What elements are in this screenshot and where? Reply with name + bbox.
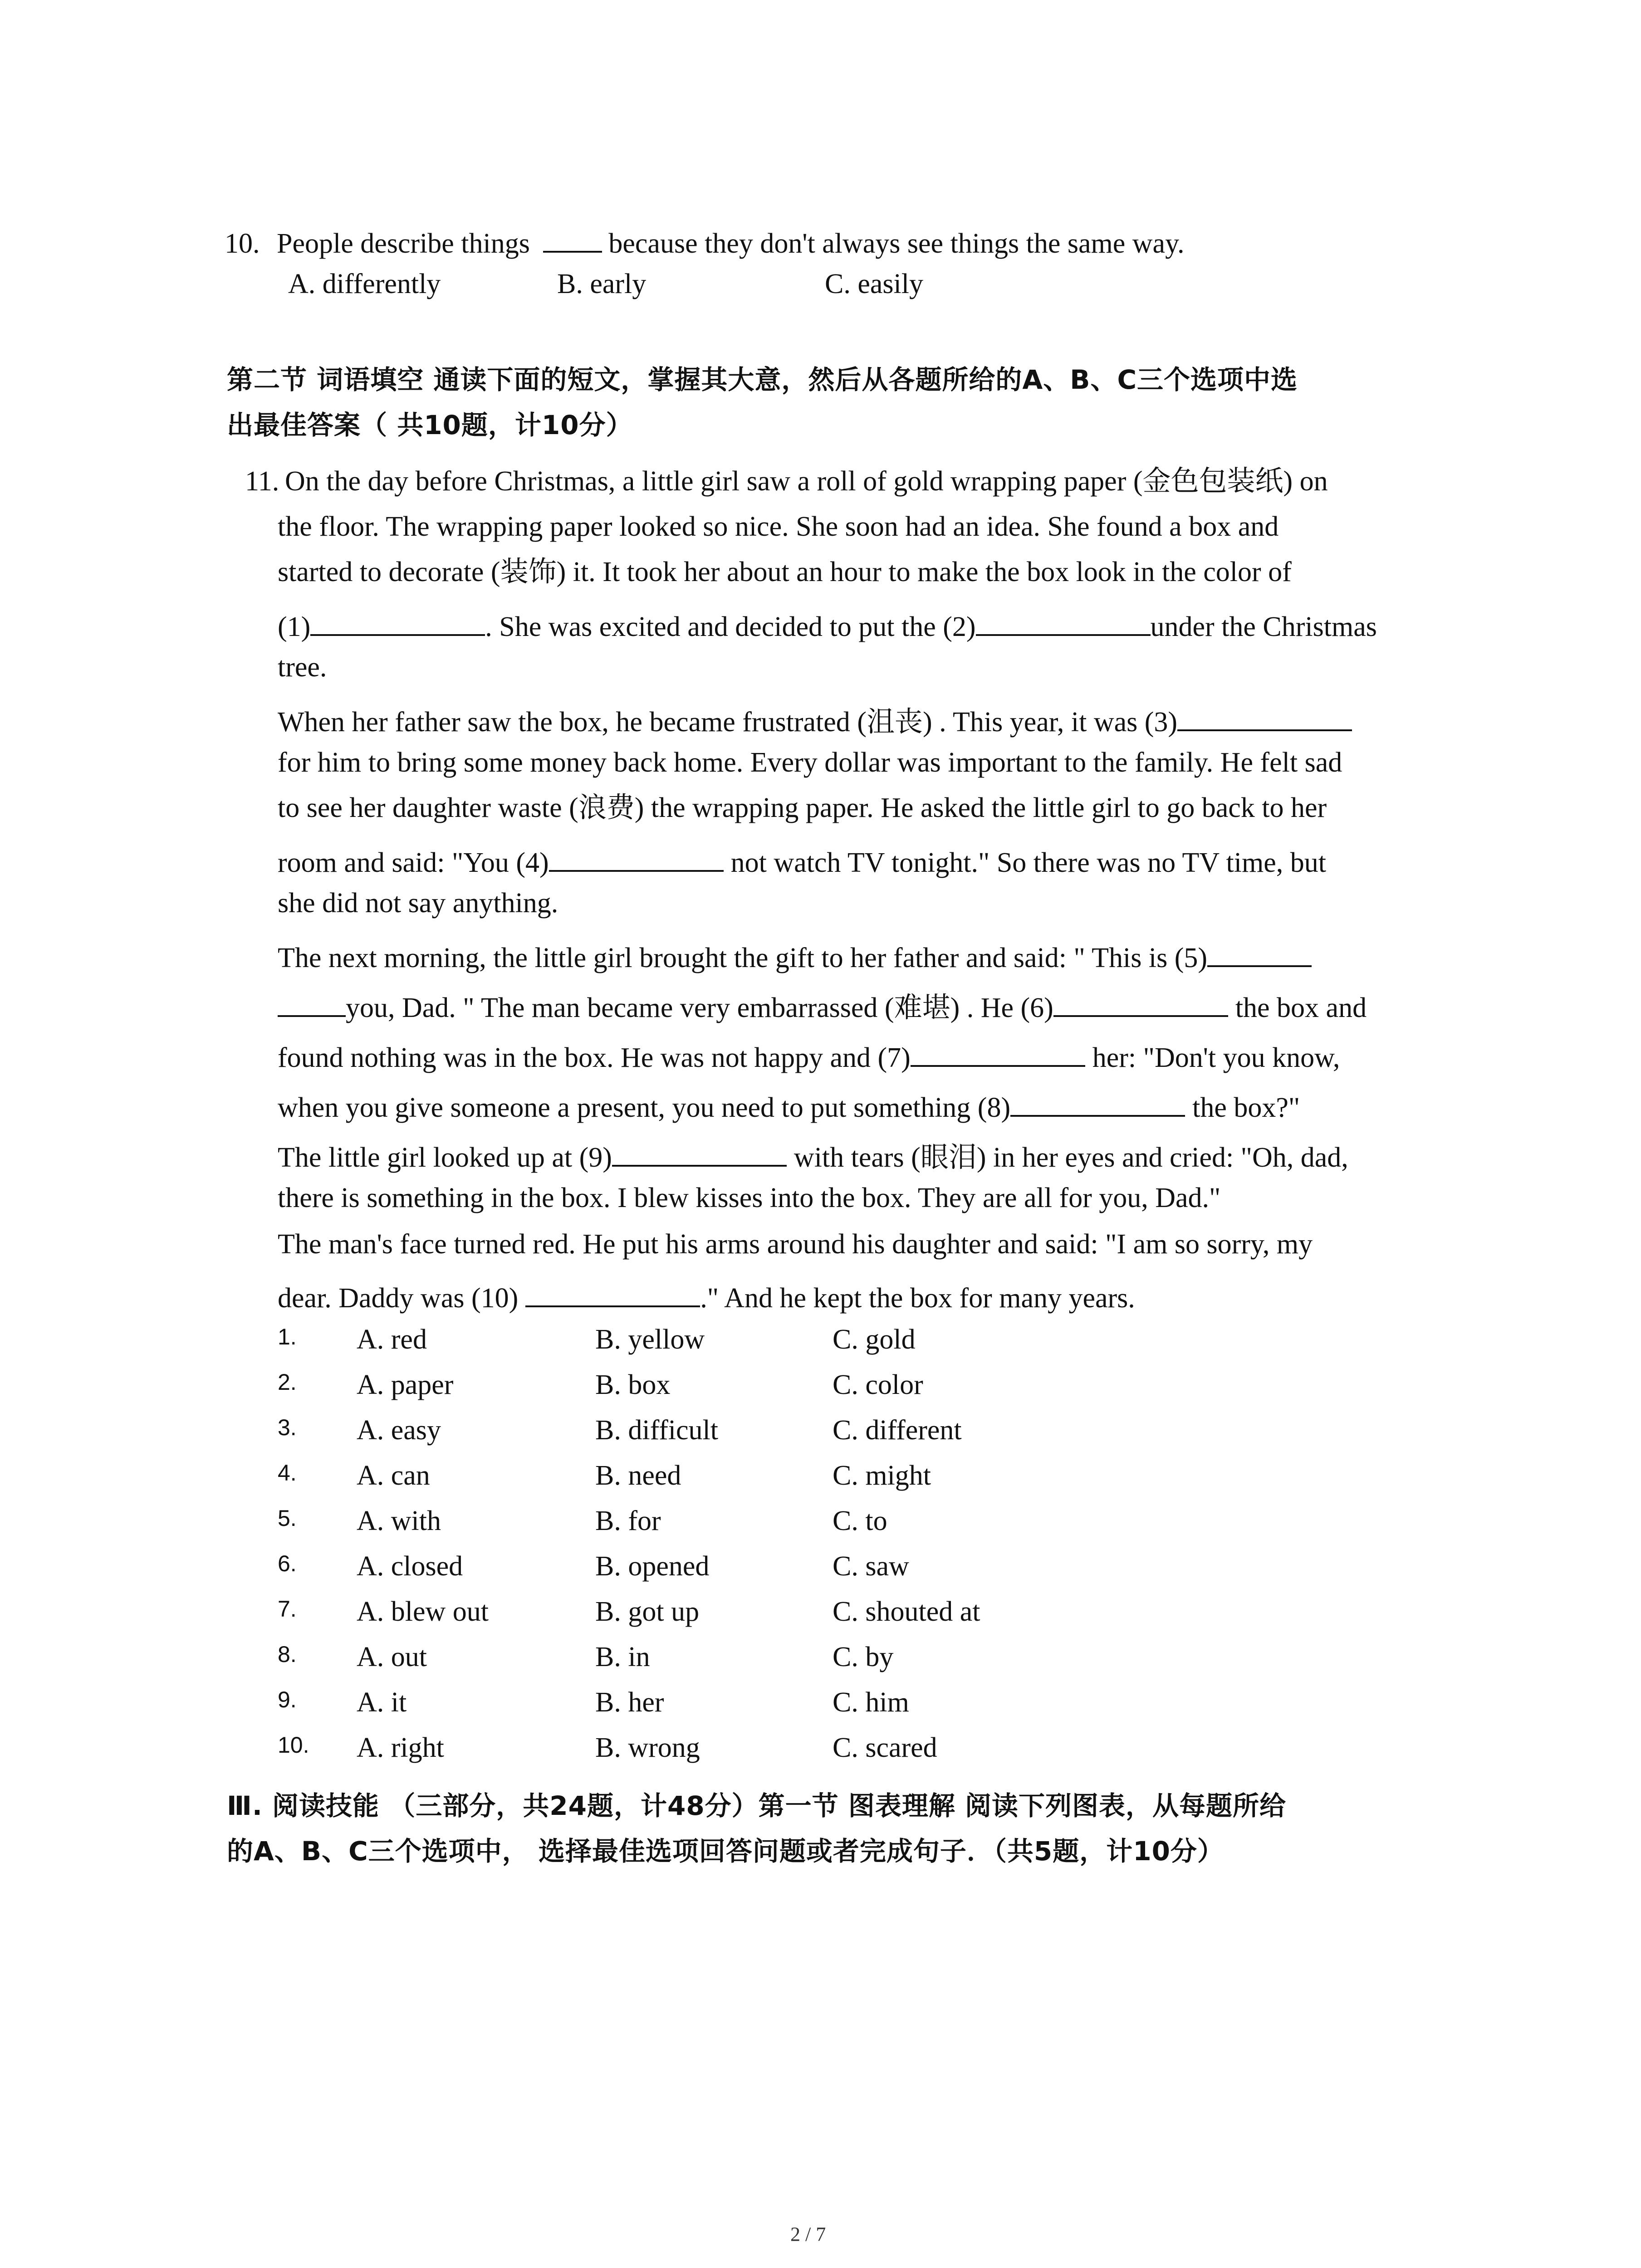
passage-line-7: for him to bring some money back home. Every dollar was important to the family. He felt sad (278, 747, 1342, 778)
passage-line-4 (278, 608, 1377, 641)
passage-line-10: she did not say anything. (278, 888, 558, 919)
passage-line-8: to see her daughter waste (浪费) the wrapping paper. He asked the little girl to go back to her (278, 792, 1327, 823)
passage-text: with tears (眼泪) in her eyes and cried: "Oh, dad, (794, 1142, 1348, 1173)
blank-5b[interactable] (278, 989, 346, 1017)
option-c[interactable]: C. by (833, 1642, 894, 1672)
blank-5a[interactable] (1207, 939, 1312, 967)
passage-line-13 (278, 1039, 1340, 1072)
blank-8[interactable] (1010, 1089, 1185, 1117)
passage-text: When her father saw the box, he became frustrated (沮丧) . This year, it was (3) (278, 707, 1178, 738)
option-b[interactable]: B. her (595, 1687, 664, 1718)
passage-line-5: tree. (278, 652, 327, 683)
option-number: 9. (278, 1687, 297, 1712)
passage-text: The next morning, the little girl brought the gift to her father and said: " This is (5) (278, 943, 1208, 973)
blank-1-label: (1) (278, 611, 311, 642)
option-a[interactable]: A. closed (357, 1551, 463, 1582)
passage-line-6 (278, 703, 1352, 736)
section3-heading-line1: Ⅲ. 阅读技能 （三部分，共24题，计48分）第一节 图表理解 阅读下列图表，从每题所给 (227, 1790, 1287, 1821)
passage-text: . She was excited and decided to put the (2) (485, 611, 976, 642)
section2-heading-line2: 出最佳答案（ 共10题，计10分） (227, 410, 633, 440)
passage-text: the box?" (1192, 1092, 1300, 1123)
option-a[interactable]: A. with (357, 1505, 441, 1536)
option-number: 10. (278, 1732, 309, 1758)
q10-number: 10. (225, 228, 260, 259)
passage-line-9 (278, 844, 1326, 877)
q10-option-a[interactable]: A. differently (288, 269, 441, 299)
blank-2[interactable] (976, 608, 1151, 636)
passage-text: room and said: "You (4) (278, 847, 549, 878)
option-number: 7. (278, 1596, 297, 1622)
passage-text: dear. Daddy was (10) (278, 1283, 519, 1314)
blank-1[interactable] (310, 608, 485, 636)
blank-3[interactable] (1177, 703, 1352, 731)
section3-heading-line2: 的A、B、C三个选项中， 选择最佳选项回答问题或者完成句子．（共5题，计10分） (227, 1836, 1224, 1867)
option-c[interactable]: C. color (833, 1369, 923, 1400)
option-a[interactable]: A. can (357, 1460, 430, 1491)
option-a[interactable]: A. blew out (357, 1596, 489, 1627)
passage-text: you, Dad. " The man became very embarrassed (难堪) . He (6) (346, 992, 1053, 1023)
q11-number: 11. (245, 466, 279, 497)
option-b[interactable]: B. in (595, 1642, 650, 1672)
option-a[interactable]: A. paper (357, 1369, 454, 1400)
option-c[interactable]: C. to (833, 1505, 887, 1536)
q10-line (225, 225, 1185, 258)
option-b[interactable]: B. opened (595, 1551, 710, 1582)
blank-6[interactable] (1053, 989, 1228, 1017)
passage-text: ." And he kept the box for many years. (700, 1283, 1135, 1314)
option-c[interactable]: C. shouted at (833, 1596, 980, 1627)
option-number: 5. (278, 1505, 297, 1531)
option-c[interactable]: C. gold (833, 1324, 916, 1355)
option-c[interactable]: C. might (833, 1460, 931, 1491)
passage-text: The little girl looked up at (9) (278, 1142, 612, 1173)
blank-7[interactable] (911, 1039, 1085, 1067)
section2-heading-line1: 第二节 词语填空 通读下面的短文，掌握其大意，然后从各题所给的A、B、C三个选项中选 (227, 364, 1298, 395)
passage-line-15 (278, 1139, 1348, 1172)
option-number: 3. (278, 1415, 297, 1440)
passage-line-14 (278, 1089, 1300, 1122)
option-number: 1. (278, 1324, 297, 1349)
passage-line-3: started to decorate (装饰) it. It took her about an hour to make the box look in the color of (278, 557, 1292, 587)
option-c[interactable]: C. different (833, 1415, 962, 1446)
q10-option-c[interactable]: C. easily (825, 269, 923, 299)
option-a[interactable]: A. red (357, 1324, 427, 1355)
passage-text: the box and (1235, 992, 1367, 1023)
passage-line-17: The man's face turned red. He put his arms around his daughter and said: "I am so sorry, my (278, 1229, 1313, 1260)
passage-text: found nothing was in the box. He was not happy and (7) (278, 1042, 911, 1073)
option-b[interactable]: B. yellow (595, 1324, 705, 1355)
option-number: 6. (278, 1551, 297, 1576)
blank-4[interactable] (549, 844, 724, 872)
blank-10[interactable] (525, 1279, 700, 1307)
option-b[interactable]: B. for (595, 1505, 661, 1536)
passage-line-11 (278, 939, 1312, 972)
passage-line-2: the floor. The wrapping paper looked so nice. She soon had an idea. She found a box and (278, 511, 1279, 542)
option-a[interactable]: A. right (357, 1732, 444, 1763)
option-a[interactable]: A. easy (357, 1415, 441, 1446)
blank-9[interactable] (612, 1139, 787, 1167)
passage-text: not watch TV tonight." So there was no TV time, but (730, 847, 1326, 878)
q10-text-before: People describe things (277, 228, 530, 259)
option-b[interactable]: B. difficult (595, 1415, 718, 1446)
option-b[interactable]: B. wrong (595, 1732, 700, 1763)
passage-line-12 (278, 989, 1367, 1022)
option-b[interactable]: B. need (595, 1460, 681, 1491)
option-c[interactable]: C. him (833, 1687, 909, 1718)
passage-line-16: there is something in the box. I blew kisses into the box. They are all for you, Dad." (278, 1183, 1221, 1213)
passage-line-1: On the day before Christmas, a little girl saw a roll of gold wrapping paper (金色包装纸) on (285, 466, 1328, 497)
q10-option-b[interactable]: B. early (557, 269, 647, 299)
option-c[interactable]: C. scared (833, 1732, 937, 1763)
option-a[interactable]: A. out (357, 1642, 427, 1672)
page-number: 2 / 7 (790, 2223, 826, 2245)
option-number: 4. (278, 1460, 297, 1486)
option-a[interactable]: A. it (357, 1687, 407, 1718)
q10-blank[interactable] (543, 225, 602, 253)
option-b[interactable]: B. box (595, 1369, 671, 1400)
option-b[interactable]: B. got up (595, 1596, 700, 1627)
passage-line-18 (278, 1279, 1135, 1312)
option-number: 8. (278, 1642, 297, 1667)
passage-text: under the Christmas (1150, 611, 1377, 642)
option-c[interactable]: C. saw (833, 1551, 909, 1582)
passage-text: when you give someone a present, you need to put something (8) (278, 1092, 1011, 1123)
option-number: 2. (278, 1369, 297, 1395)
q10-text-after: because they don't always see things the same way. (608, 228, 1185, 259)
passage-text: her: "Don't you know, (1092, 1042, 1340, 1073)
